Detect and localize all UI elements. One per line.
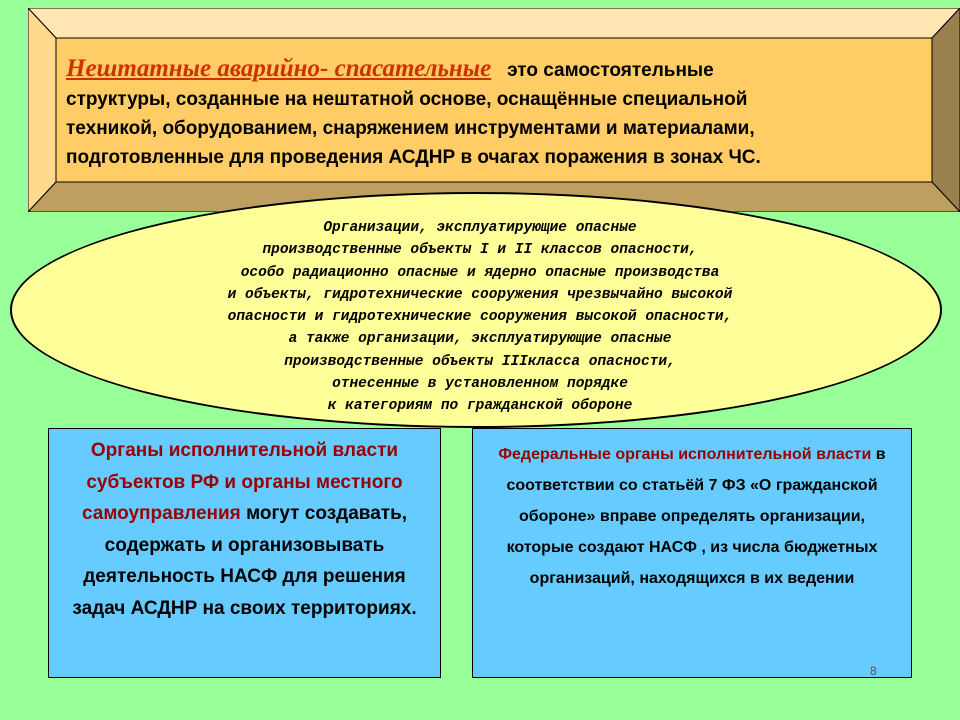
- regional-authorities-text: могут создавать, содержать и организовывать деятельность НАСФ для решения задач АСДНР на своих территориях.: [72, 503, 417, 619]
- federal-authorities-box: [472, 428, 912, 678]
- organizations-line: и объекты, гидротехнические сооружения чрезвычайно высокой: [227, 286, 733, 303]
- page-number: 8: [870, 664, 877, 678]
- organizations-line: к категориям по гражданской обороне: [327, 398, 633, 415]
- federal-authorities-text: в соответствии со статьёй 7 ФЗ «О гражданской обороне» вправе определять организации, которые создают НАСФ , из числа бюджетных организаций, находящихся в их ведении: [506, 446, 886, 587]
- regional-authorities-box: [48, 428, 441, 678]
- organizations-line: производственные объекты I и II классов опасности,: [262, 242, 698, 259]
- definition-line-3: техникой, оборудованием, снаряжением инструментами и материалами,: [66, 118, 755, 139]
- definition-line-4: подготовленные для проведения АСДНР в очагах поражения в зонах ЧС.: [66, 147, 761, 168]
- definition-text: [66, 54, 916, 172]
- organizations-line: Организации, эксплуатирующие опасные: [323, 220, 637, 236]
- organizations-text: [80, 217, 880, 418]
- regional-authorities-title: Органы исполнительной власти субъектов РФ и органы местного самоуправления: [81, 440, 403, 524]
- organizations-line: особо радиационно опасные и ядерно опасные производства: [240, 264, 720, 281]
- definition-line-1: это самостоятельные: [507, 60, 714, 81]
- organizations-line: опасности и гидротехнические сооружения высокой опасности,: [227, 309, 733, 326]
- organizations-line: производственные объекты IIIкласса опасности,: [284, 353, 676, 370]
- definition-line-2: структуры, созданные на нештатной основе, оснащённые специальной: [66, 89, 748, 110]
- federal-authorities-title: Федеральные органы исполнительной власти: [498, 446, 872, 463]
- organizations-line: отнесенные в установленном порядке: [332, 376, 628, 393]
- organizations-line: а также организации, эксплуатирующие опасные: [288, 331, 672, 348]
- definition-term: Нештатные аварийно- спасательные: [66, 55, 492, 82]
